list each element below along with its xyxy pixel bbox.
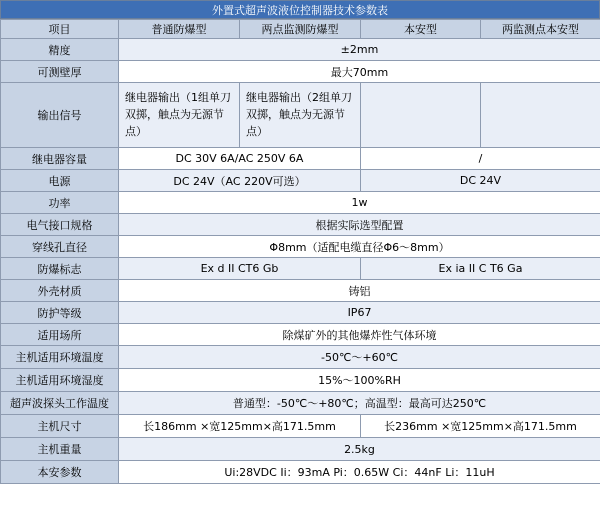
env-humidity-value: 15%～100%RH: [119, 369, 600, 392]
power-supply-value: DC 24V（AC 220V可选）: [119, 170, 361, 192]
row-label-relay: 继电器容量: [1, 148, 119, 170]
row-label-probe-temp: 超声波探头工作温度: [1, 392, 119, 415]
row-label-env-temp: 主机适用环境温度: [1, 346, 119, 369]
row-label-intrinsic: 本安参数: [1, 461, 119, 484]
table-header-row: [1, 20, 600, 39]
row-label-env-humidity: 主机适用环境湿度: [1, 369, 119, 392]
power-supply-value-intrinsic: DC 24V: [361, 170, 600, 192]
table-row: [1, 170, 600, 192]
cable-value: Φ8mm（适配电缆直径Φ6～8mm）: [119, 236, 600, 258]
housing-value: 铸铝: [119, 280, 600, 302]
row-label-precision: 精度: [1, 39, 119, 61]
row-label-power-supply: 电源: [1, 170, 119, 192]
table-row: [1, 438, 600, 461]
table-row: [1, 324, 600, 346]
relay-value: DC 30V 6A/AC 250V 6A: [119, 148, 361, 170]
weight-value: 2.5kg: [119, 438, 600, 461]
row-label-cable: 穿线孔直径: [1, 236, 119, 258]
size-value-intrinsic: 长236mm ×宽125mm×高171.5mm: [361, 415, 600, 438]
table-title: 外置式超声波液位控制器技术参数表: [0, 0, 600, 19]
row-label-protection: 防护等级: [1, 302, 119, 324]
header-intrinsic-safe: 本安型: [361, 20, 481, 39]
interface-value: 根据实际选型配置: [119, 214, 600, 236]
row-label-application: 适用场所: [1, 324, 119, 346]
header-two-point-explosion: 两点监测防爆型: [240, 20, 361, 39]
table-row: [1, 415, 600, 438]
intrinsic-value: Ui:28VDC Ii：93mA Pi：0.65W Ci：44nF Li：11uH: [119, 461, 600, 484]
protection-value: IP67: [119, 302, 600, 324]
spec-table: [0, 19, 600, 484]
thickness-value: 最大70mm: [119, 61, 600, 83]
row-label-weight: 主机重量: [1, 438, 119, 461]
output-empty-1: [361, 83, 481, 148]
table-row: [1, 192, 600, 214]
application-value: 除煤矿外的其他爆炸性气体环境: [119, 324, 600, 346]
table-row: [1, 148, 600, 170]
output-single-relay: 继电器输出（1组单刀双掷，触点为无源节点）: [119, 83, 240, 148]
table-row: [1, 346, 600, 369]
explosion-value-flameproof: Ex d II CT6 Gb: [119, 258, 361, 280]
row-label-interface: 电气接口规格: [1, 214, 119, 236]
header-item: 项目: [1, 20, 119, 39]
row-label-housing: 外壳材质: [1, 280, 119, 302]
table-row: [1, 280, 600, 302]
table-row: [1, 258, 600, 280]
output-empty-2: [481, 83, 600, 148]
table-row: [1, 392, 600, 415]
row-label-output: 输出信号: [1, 83, 119, 148]
header-standard-explosion: 普通防爆型: [119, 20, 240, 39]
env-temp-value: -50℃～+60℃: [119, 346, 600, 369]
header-two-point-intrinsic: 两监测点本安型: [481, 20, 600, 39]
size-value-flameproof: 长186mm ×宽125mm×高171.5mm: [119, 415, 361, 438]
relay-value-intrinsic: /: [361, 148, 600, 170]
table-row: [1, 369, 600, 392]
row-label-size: 主机尺寸: [1, 415, 119, 438]
row-label-thickness: 可测壁厚: [1, 61, 119, 83]
table-row: [1, 236, 600, 258]
table-row: [1, 61, 600, 83]
table-row: [1, 214, 600, 236]
output-dual-relay: 继电器输出（2组单刀双掷，触点为无源节点）: [240, 83, 361, 148]
table-row: [1, 39, 600, 61]
table-row: [1, 83, 600, 148]
power-value: 1w: [119, 192, 600, 214]
probe-temp-value: 普通型：-50℃～+80℃；高温型：最高可达250℃: [119, 392, 600, 415]
precision-value: ±2mm: [119, 39, 600, 61]
explosion-value-intrinsic: Ex ia II C T6 Ga: [361, 258, 600, 280]
row-label-power: 功率: [1, 192, 119, 214]
row-label-explosion: 防爆标志: [1, 258, 119, 280]
table-row: [1, 302, 600, 324]
table-row: [1, 461, 600, 484]
